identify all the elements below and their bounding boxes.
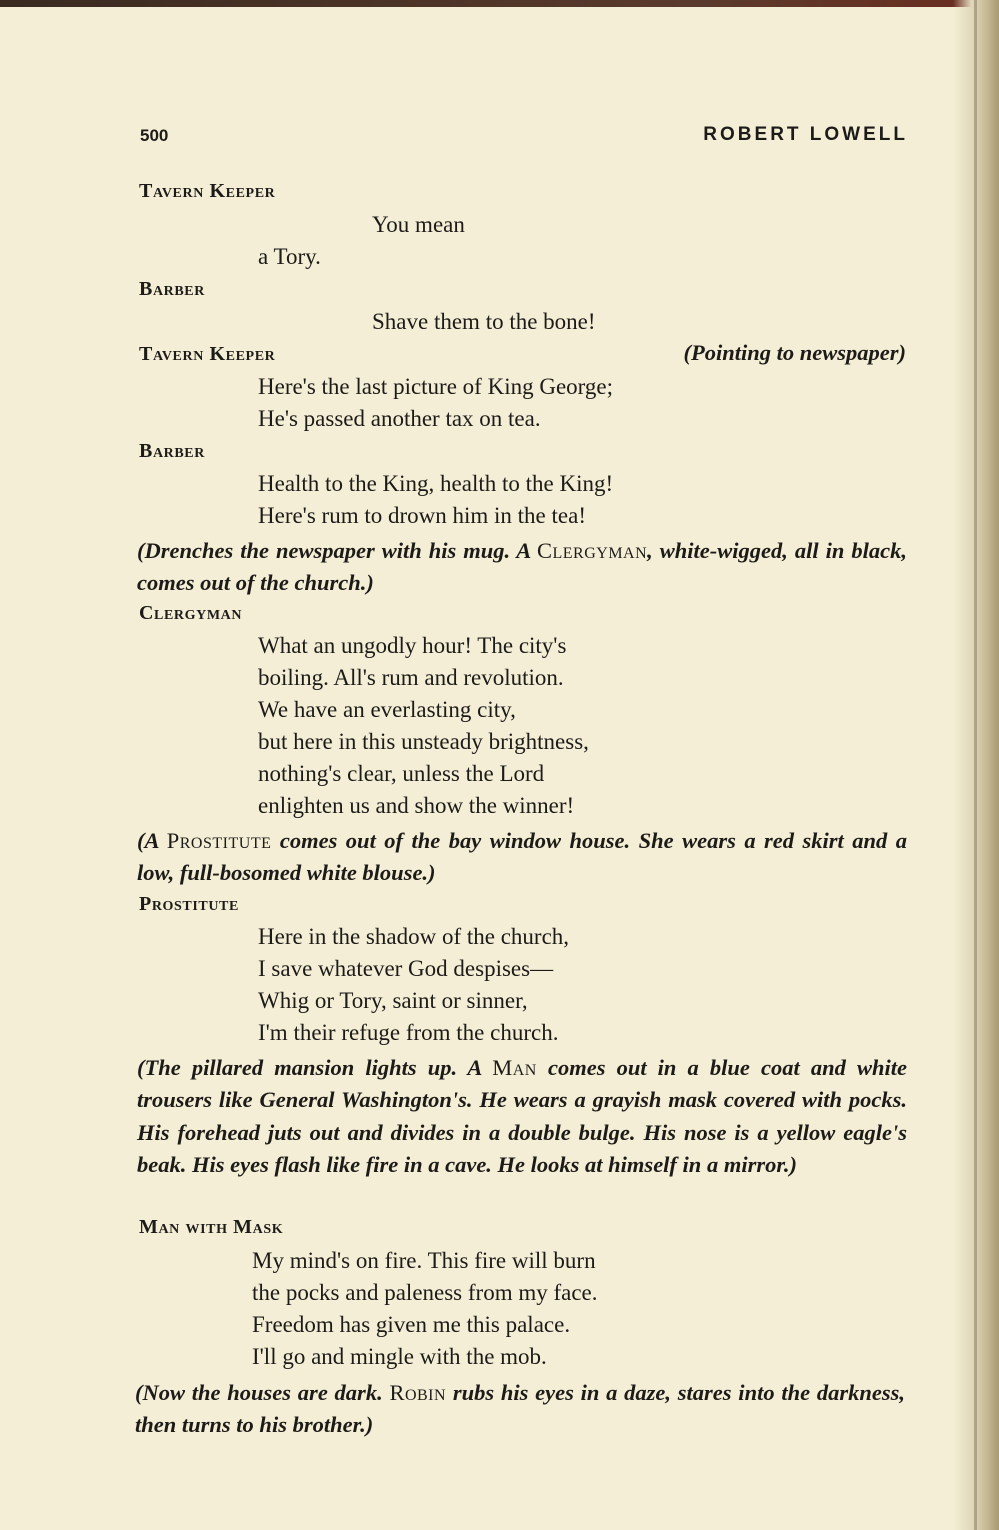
dialogue-line: My mind's on fire. This fire will burn <box>252 1248 596 1273</box>
page-number: 500 <box>140 126 169 145</box>
dialogue-line: but here in this unsteady brightness, <box>258 729 589 754</box>
speaker-barber-2: Barber <box>139 440 205 462</box>
book-gutter-line <box>974 0 977 1530</box>
dialogue-line: I save whatever God despises— <box>258 956 554 981</box>
speaker-man-with-mask: Man with Mask <box>139 1216 284 1238</box>
dialogue-line: Health to the King, health to the King! <box>258 471 614 496</box>
running-title: ROBERT LOWELL <box>703 124 908 145</box>
page-top-edge <box>0 0 999 7</box>
stage-direction: (A Prostitute comes out of the bay window house. She wears a red skirt and a low, full-bosomed white blouse.) <box>137 828 907 886</box>
dialogue-line: Shave them to the bone! <box>372 309 596 334</box>
stage-direction-inline: (Pointing to newspaper) <box>683 340 906 365</box>
dialogue-line: What an ungodly hour! The city's <box>258 633 567 658</box>
dialogue-line: Whig or Tory, saint or sinner, <box>258 988 528 1013</box>
speaker-clergyman: Clergyman <box>139 602 243 624</box>
dialogue-line: I'm their refuge from the church. <box>258 1020 559 1045</box>
stage-direction: (The pillared mansion lights up. A Man comes out in a blue coat and white trousers like General Washington's. He wears a grayish mask covered with pocks. His forehead juts out and divides in a double bulge. His nose is a yellow eagle's beak. His eyes flash like fire in a cave. He looks at himself in a mirror.) <box>137 1055 907 1177</box>
dialogue-line: He's passed another tax on tea. <box>258 406 541 431</box>
dialogue-line: a Tory. <box>258 244 321 269</box>
speaker-prostitute: Prostitute <box>139 893 239 915</box>
speaker-barber-1: Barber <box>139 278 205 300</box>
dialogue-line: Here in the shadow of the church, <box>258 924 570 949</box>
dialogue-line: nothing's clear, unless the Lord <box>258 761 545 786</box>
dialogue-line: enlighten us and show the winner! <box>258 793 575 818</box>
dialogue-line: You mean <box>372 212 465 237</box>
speaker-tavern-keeper-1: Tavern Keeper <box>139 180 276 202</box>
dialogue-line: boiling. All's rum and revolution. <box>258 665 564 690</box>
dialogue-line: Here's rum to drown him in the tea! <box>258 503 586 528</box>
dialogue-line: Freedom has given me this palace. <box>252 1312 571 1337</box>
dialogue-line: We have an everlasting city, <box>258 697 516 722</box>
dialogue-line: Here's the last picture of King George; <box>258 374 613 399</box>
stage-direction: (Drenches the newspaper with his mug. A Clergyman, white-wigged, all in black, comes out of the church.) <box>137 538 907 596</box>
dialogue-line: the pocks and paleness from my face. <box>252 1280 598 1305</box>
stage-direction: (Now the houses are dark. Robin rubs his eyes in a daze, stares into the darkness, then turns to his brother.) <box>135 1380 905 1438</box>
speaker-tavern-keeper-2: Tavern Keeper <box>139 343 276 365</box>
dialogue-line: I'll go and mingle with the mob. <box>252 1344 547 1369</box>
